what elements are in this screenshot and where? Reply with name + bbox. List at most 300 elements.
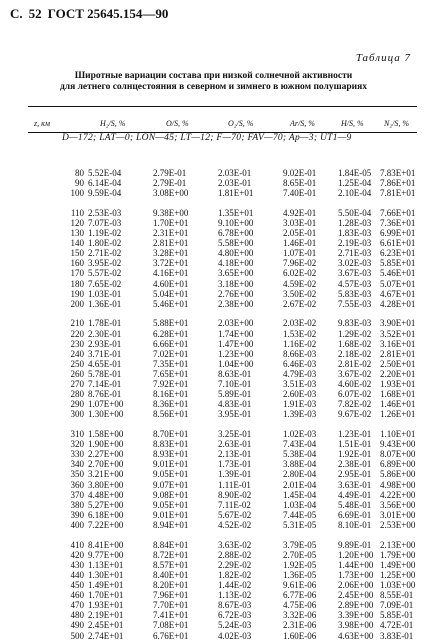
cell-o2: 8.67E-03: [218, 600, 252, 611]
cell-altitude: 380: [70, 499, 84, 510]
cell-n2: 8.55E-01: [380, 590, 414, 601]
cell-h: 1.44E+00: [338, 559, 374, 570]
cell-altitude: 350: [70, 469, 84, 480]
cell-h: 2.45E+00: [338, 590, 374, 601]
table-row: [0, 329, 427, 339]
cell-h2: 5.57E-02: [88, 268, 122, 279]
cell-altitude: 80: [75, 168, 84, 178]
table-row: [0, 369, 427, 379]
cell-h: 2.89E+00: [338, 600, 374, 611]
cell-h: 7.55E-03: [338, 298, 372, 309]
cell-altitude: 500: [70, 630, 84, 641]
table-row: [0, 570, 427, 580]
cell-o: 8.70E+01: [153, 429, 189, 440]
cell-h2: 3.95E-02: [88, 258, 122, 269]
cell-ar: 1.45E-04: [283, 489, 317, 500]
cell-ar: 7.96E-02: [283, 258, 317, 269]
table-row: [0, 228, 427, 238]
cell-altitude: 200: [70, 298, 84, 309]
cell-o2: 8.90E-02: [218, 489, 252, 500]
cell-altitude: 260: [70, 368, 84, 379]
cell-ar: 8.65E-01: [283, 178, 317, 189]
cell-o: 7.65E+01: [153, 368, 189, 379]
table-row: [0, 520, 427, 530]
cell-o: 9.05E+01: [153, 469, 189, 480]
cell-o2: 2.76E+00: [218, 288, 254, 299]
cell-ar: 1.39E-03: [283, 409, 317, 420]
cell-ar: 1.36E-05: [283, 569, 317, 580]
cell-h: 9.67E-02: [338, 409, 372, 420]
table-row: [0, 379, 427, 389]
cell-ar: 3.03E-01: [283, 217, 317, 228]
cell-h2: 7.14E-01: [88, 379, 122, 390]
cell-ar: 6.77E-06: [283, 590, 317, 601]
cell-altitude: 250: [70, 358, 84, 369]
cell-h: 3.67E-02: [338, 368, 372, 379]
table-label: Таблица 7: [355, 52, 411, 64]
cell-altitude: 370: [70, 489, 84, 500]
cell-n2: 7.36E+01: [380, 217, 416, 228]
cell-n2: 3.90E+01: [380, 318, 416, 329]
table-row: [0, 490, 427, 500]
cell-ar: 1.02E-03: [283, 429, 317, 440]
cell-altitude: 130: [70, 228, 84, 239]
cell-altitude: 480: [70, 610, 84, 621]
cell-altitude: 140: [70, 238, 84, 249]
cell-n2: 2.20E+01: [380, 368, 416, 379]
cell-n2: 1.93E+01: [380, 379, 416, 390]
standard-code: ГОСТ 25645.154—90: [47, 6, 169, 21]
table-row: [0, 218, 427, 228]
cell-h2: 7.07E-03: [88, 217, 122, 228]
cell-o: 5.88E+01: [153, 318, 189, 329]
cell-altitude: 460: [70, 590, 84, 601]
cell-n2: 4.98E+00: [380, 479, 416, 490]
cell-h: 4.57E-03: [338, 278, 372, 289]
table-row: [0, 389, 427, 399]
cell-h: 3.67E-03: [338, 268, 372, 279]
cell-ar: 4.92E-01: [283, 207, 317, 218]
cell-o: 8.36E+01: [153, 399, 189, 410]
cell-ar: 9.02E-01: [283, 168, 317, 178]
cell-h2: 1.70E+01: [88, 590, 124, 601]
cell-h2: 2.71E-02: [88, 248, 122, 259]
cell-h2: 1.58E+00: [88, 429, 124, 440]
cell-n2: 3.52E+01: [380, 328, 416, 339]
cell-h2: 1.03E-01: [88, 288, 122, 299]
cell-n2: 5.46E+01: [380, 268, 416, 279]
cell-n2: 1.46E+01: [380, 399, 416, 410]
table-row: [0, 590, 427, 600]
cell-altitude: 160: [70, 258, 84, 269]
cell-o2: 2.38E+00: [218, 298, 254, 309]
table-row: [0, 248, 427, 258]
cell-o2: 3.65E+00: [218, 268, 254, 279]
page-number: 52: [28, 6, 42, 21]
cell-n2: 1.03E+00: [380, 580, 416, 591]
table-row: [0, 349, 427, 359]
group-spacer: [0, 420, 427, 430]
cell-n2: 3.56E+00: [380, 499, 416, 510]
cell-o: 7.08E+01: [153, 620, 189, 631]
cell-ar: 5.38E-04: [283, 449, 317, 460]
column-header-altitude: z, км: [34, 119, 50, 128]
cell-h: 2.18E-02: [338, 348, 372, 359]
cell-h2: 2.19E+01: [88, 610, 124, 621]
cell-altitude: 290: [70, 399, 84, 410]
table-row: [0, 439, 427, 449]
table-row: [0, 188, 427, 198]
cell-o2: 2.13E-01: [218, 449, 252, 460]
cell-h2: 7.22E+00: [88, 520, 124, 530]
table-row: [0, 359, 427, 369]
cell-n2: 6.89E+00: [380, 459, 416, 470]
cell-o: 4.16E+01: [153, 268, 189, 279]
cell-o2: 7.11E-02: [218, 499, 251, 510]
cell-o: 6.76E+01: [153, 630, 189, 641]
table-row: [0, 168, 427, 178]
cell-altitude: 410: [70, 539, 84, 550]
cell-ar: 5.31E-05: [283, 520, 317, 530]
cell-o: 8.56E+01: [153, 409, 189, 420]
cell-h2: 2.45E+01: [88, 620, 124, 631]
cell-ar: 1.91E-03: [283, 399, 317, 410]
cell-h: 2.38E-01: [338, 459, 372, 470]
cell-o: 7.02E+01: [153, 348, 189, 359]
cell-n2: 5.85E-01: [380, 610, 414, 621]
cell-o2: 1.73E-01: [218, 459, 252, 470]
cell-ar: 3.51E-03: [283, 379, 317, 390]
cell-h: 4.49E-01: [338, 489, 372, 500]
cell-n2: 3.01E+00: [380, 509, 416, 520]
cell-n2: 1.25E+00: [380, 569, 416, 580]
cell-o2: 2.63E-01: [218, 439, 252, 450]
cell-o2: 1.47E+00: [218, 338, 254, 349]
cell-o2: 2.03E+00: [218, 318, 254, 329]
cell-o: 3.08E+00: [153, 188, 189, 199]
table-row: [0, 449, 427, 459]
cell-h: 6.69E-01: [338, 509, 372, 520]
data-table: [0, 168, 427, 641]
cell-ar: 2.05E-01: [283, 228, 317, 239]
column-header-n2: N₂/S, %: [384, 119, 410, 128]
cell-h2: 8.76E-01: [88, 389, 122, 400]
table-row: [0, 258, 427, 268]
cell-h: 1.84E-05: [338, 168, 372, 178]
cell-h2: 5.27E+00: [88, 499, 124, 510]
cell-o2: 3.25E-01: [218, 429, 252, 440]
column-header-ar: Ar/S, %: [290, 119, 315, 128]
cell-o2: 1.23E+00: [218, 348, 254, 359]
table-row: [0, 238, 427, 248]
cell-h2: 2.53E-03: [88, 207, 122, 218]
cell-h: 5.48E-01: [338, 499, 372, 510]
group-spacer: [0, 198, 427, 208]
cell-ar: 1.60E-06: [283, 630, 317, 641]
cell-o: 2.81E+01: [153, 238, 189, 249]
column-header-o: O/S, %: [166, 119, 189, 128]
page-symbol: С.: [10, 6, 23, 21]
cell-altitude: 360: [70, 479, 84, 490]
cell-h: 1.92E-01: [338, 449, 372, 460]
cell-h: 4.63E+00: [338, 630, 374, 641]
cell-o: 8.16E+01: [153, 389, 189, 400]
cell-o: 2.79E-01: [153, 168, 187, 178]
cell-n2: 7.83E+01: [380, 168, 416, 178]
cell-o: 6.28E+01: [153, 328, 189, 339]
cell-n2: 4.22E+00: [380, 489, 416, 500]
cell-ar: 2.03E-02: [283, 318, 317, 329]
cell-h2: 1.13E+01: [88, 559, 124, 570]
cell-o: 9.08E+01: [153, 489, 189, 500]
cell-h2: 9.77E+00: [88, 549, 124, 560]
table-row: [0, 510, 427, 520]
cell-h: 3.63E-01: [338, 479, 372, 490]
cell-ar: 3.88E-04: [283, 459, 317, 470]
table-row: [0, 299, 427, 309]
cell-o2: 5.89E-01: [218, 389, 252, 400]
cell-h2: 5.78E-01: [88, 368, 122, 379]
cell-h: 2.19E-03: [338, 238, 372, 249]
cell-altitude: 190: [70, 288, 84, 299]
cell-ar: 1.53E-02: [283, 328, 317, 339]
cell-ar: 3.79E-05: [283, 539, 317, 550]
table-row: [0, 620, 427, 630]
cell-ar: 4.75E-06: [283, 600, 317, 611]
cell-ar: 1.03E-04: [283, 499, 317, 510]
cell-h: 1.73E+00: [338, 569, 374, 580]
table-row: [0, 279, 427, 289]
cell-n2: 7.09E-01: [380, 600, 414, 611]
cell-o: 9.01E+01: [153, 459, 189, 470]
model-conditions: D—172; LAT—0; LON—45; LT—12; F—70; FAV—70; Ap—3; UT1—9: [62, 133, 352, 143]
cell-altitude: 180: [70, 278, 84, 289]
cell-h2: 1.49E+01: [88, 580, 124, 591]
table-row: [0, 560, 427, 570]
cell-h: 5.50E-04: [338, 207, 372, 218]
cell-o: 8.20E+01: [153, 580, 189, 591]
cell-o: 7.35E+01: [153, 358, 189, 369]
cell-n2: 6.61E+01: [380, 238, 416, 249]
cell-h2: 3.21E+00: [88, 469, 124, 480]
cell-o: 8.72E+01: [153, 549, 189, 560]
group-spacer: [0, 309, 427, 319]
cell-h: 4.60E-02: [338, 379, 372, 390]
cell-h2: 2.30E-01: [88, 328, 122, 339]
cell-ar: 9.61E-06: [283, 580, 317, 591]
cell-h2: 1.80E-02: [88, 238, 122, 249]
cell-altitude: 330: [70, 449, 84, 460]
cell-h: 9.83E-03: [338, 318, 372, 329]
cell-h2: 4.48E+00: [88, 489, 124, 500]
table-row: [0, 208, 427, 218]
cell-ar: 6.46E-03: [283, 358, 317, 369]
cell-o2: 8.63E-01: [218, 368, 252, 379]
cell-n2: 4.67E+01: [380, 288, 416, 299]
cell-o: 5.46E+01: [153, 298, 189, 309]
cell-o2: 1.39E-01: [218, 469, 252, 480]
table-row: [0, 459, 427, 469]
cell-ar: 2.31E-06: [283, 620, 317, 631]
cell-o2: 4.80E+00: [218, 248, 254, 259]
cell-n2: 8.07E+00: [380, 449, 416, 460]
cell-ar: 3.50E-02: [283, 288, 317, 299]
cell-altitude: 240: [70, 348, 84, 359]
table-row: [0, 318, 427, 328]
table-row: [0, 610, 427, 620]
cell-ar: 2.60E-03: [283, 389, 317, 400]
cell-altitude: 490: [70, 620, 84, 631]
column-header-h: H/S, %: [341, 119, 364, 128]
cell-o2: 1.04E+00: [218, 358, 254, 369]
cell-altitude: 420: [70, 549, 84, 560]
cell-altitude: 170: [70, 268, 84, 279]
cell-altitude: 270: [70, 379, 84, 390]
cell-altitude: 310: [70, 429, 84, 440]
cell-o2: 6.72E-03: [218, 610, 252, 621]
cell-o: 2.79E-01: [153, 178, 187, 189]
cell-h2: 1.90E+00: [88, 439, 124, 450]
cell-n2: 3.16E+01: [380, 338, 416, 349]
cell-o: 6.66E+01: [153, 338, 189, 349]
cell-h2: 5.52E-04: [88, 168, 122, 178]
cell-n2: 5.85E+01: [380, 258, 416, 269]
table-row: [0, 469, 427, 479]
cell-o: 4.60E+01: [153, 278, 189, 289]
cell-o: 8.40E+01: [153, 569, 189, 580]
cell-n2: 5.86E+00: [380, 469, 416, 480]
cell-o2: 4.02E-03: [218, 630, 252, 641]
table-row: [0, 429, 427, 439]
cell-o2: 3.95E-01: [218, 409, 252, 420]
table-title: [0, 71, 427, 93]
cell-o: 7.96E+01: [153, 590, 189, 601]
cell-o2: 5.24E-03: [218, 620, 252, 631]
cell-altitude: 120: [70, 217, 84, 228]
table-row: [0, 289, 427, 299]
cell-h2: 2.27E+00: [88, 449, 124, 460]
cell-altitude: 430: [70, 559, 84, 570]
cell-h: 2.95E-01: [338, 469, 372, 480]
cell-h: 2.06E+00: [338, 580, 374, 591]
table-top-rule: [28, 106, 417, 107]
page-header: [10, 6, 174, 22]
cell-n2: 1.68E+01: [380, 389, 416, 400]
cell-h2: 1.30E+00: [88, 409, 124, 420]
cell-n2: 2.81E+01: [380, 348, 416, 359]
table-row: [0, 500, 427, 510]
cell-n2: 2.50E+01: [380, 358, 416, 369]
cell-o2: 1.74E+00: [218, 328, 254, 339]
cell-o: 8.57E+01: [153, 559, 189, 570]
cell-h2: 8.41E+00: [88, 539, 124, 550]
cell-h: 5.83E-03: [338, 288, 372, 299]
cell-ar: 2.01E-04: [283, 479, 317, 490]
cell-n2: 6.23E+01: [380, 248, 416, 259]
cell-h2: 7.65E-02: [88, 278, 122, 289]
column-header-o2: O₂/S, %: [228, 119, 254, 128]
table-row: [0, 540, 427, 550]
cell-o2: 1.81E+01: [218, 188, 254, 199]
cell-o2: 9.10E+00: [218, 217, 254, 228]
cell-h: 6.07E-02: [338, 389, 372, 400]
cell-o2: 1.13E-02: [218, 590, 252, 601]
cell-o: 9.07E+01: [153, 479, 189, 490]
cell-o: 8.84E+01: [153, 539, 189, 550]
cell-h: 1.68E-02: [338, 338, 372, 349]
cell-h2: 1.93E+01: [88, 600, 124, 611]
group-spacer: [0, 530, 427, 540]
cell-ar: 7.44E-05: [283, 509, 317, 520]
cell-h: 2.71E-03: [338, 248, 372, 259]
cell-h2: 1.36E-01: [88, 298, 122, 309]
cell-n2: 1.10E+01: [380, 429, 416, 440]
cell-o: 9.38E+00: [153, 207, 189, 218]
cell-h: 1.28E-03: [338, 217, 372, 228]
cell-ar: 6.02E-02: [283, 268, 317, 279]
cell-altitude: 400: [70, 520, 84, 530]
cell-o2: 4.83E-01: [218, 399, 252, 410]
table-row: [0, 399, 427, 409]
cell-h: 3.39E+00: [338, 610, 374, 621]
cell-altitude: 280: [70, 389, 84, 400]
cell-ar: 2.67E-02: [283, 298, 317, 309]
cell-h2: 9.59E-04: [88, 188, 122, 199]
cell-n2: 3.83E-01: [380, 630, 414, 641]
cell-o2: 5.67E-02: [218, 509, 252, 520]
table-row: [0, 550, 427, 560]
cell-o: 1.70E+01: [153, 217, 189, 228]
cell-ar: 3.32E-06: [283, 610, 317, 621]
cell-o: 3.72E+01: [153, 258, 189, 269]
cell-o: 2.31E+01: [153, 228, 189, 239]
cell-altitude: 340: [70, 459, 84, 470]
cell-o: 8.94E+01: [153, 520, 189, 530]
cell-n2: 1.26E+01: [380, 409, 416, 420]
cell-h: 2.10E-04: [338, 188, 372, 199]
cell-o: 9.05E+01: [153, 499, 189, 510]
cell-ar: 7.40E-01: [283, 188, 317, 199]
table-row: [0, 339, 427, 349]
cell-altitude: 210: [70, 318, 84, 329]
table-title-line-2: для летнего солнцестояния в северном и зимнего в южном полушариях: [59, 82, 368, 92]
cell-ar: 1.16E-02: [283, 338, 317, 349]
cell-altitude: 90: [75, 178, 84, 189]
cell-h2: 4.65E-01: [88, 358, 122, 369]
cell-n2: 4.28E+01: [380, 298, 416, 309]
cell-o2: 4.52E-02: [218, 520, 252, 530]
cell-o2: 1.82E-02: [218, 569, 252, 580]
cell-h2: 1.78E-01: [88, 318, 122, 329]
cell-o2: 1.44E-02: [218, 580, 252, 591]
cell-h: 3.98E+00: [338, 620, 374, 631]
cell-o: 8.93E+01: [153, 449, 189, 460]
table-row: [0, 409, 427, 419]
cell-o: 7.92E+01: [153, 379, 189, 390]
cell-h: 3.02E-03: [338, 258, 372, 269]
cell-h: 8.10E-01: [338, 520, 372, 530]
cell-n2: 2.53E+00: [380, 520, 416, 530]
cell-o2: 1.35E+01: [218, 207, 254, 218]
cell-n2: 7.66E+01: [380, 207, 416, 218]
cell-altitude: 320: [70, 439, 84, 450]
table-row: [0, 631, 427, 641]
cell-o2: 1.11E-01: [218, 479, 251, 490]
cell-o2: 2.29E-02: [218, 559, 252, 570]
cell-h2: 2.93E-01: [88, 338, 122, 349]
cell-o2: 7.10E-01: [218, 379, 252, 390]
cell-h2: 2.74E+01: [88, 630, 124, 641]
